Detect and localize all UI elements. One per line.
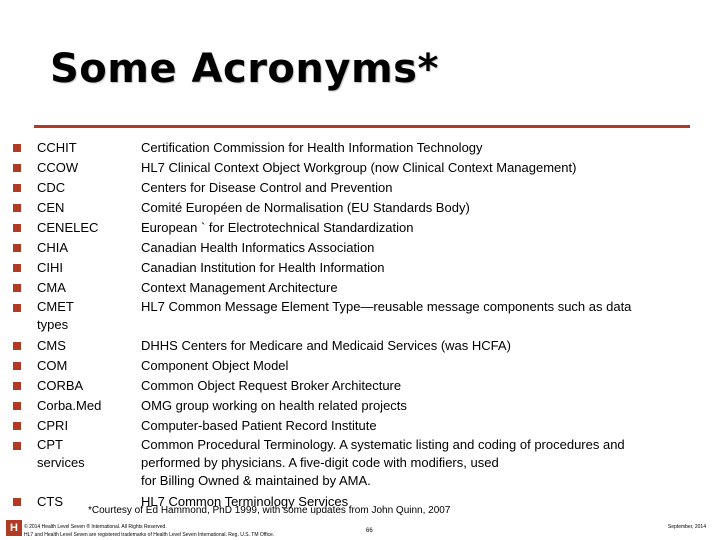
acronym-term: CENELEC — [37, 220, 99, 235]
footer-date: September, 2014 — [667, 524, 706, 530]
list-item — [12, 376, 712, 396]
footer-copyright: © 2014 Health Level Seven ® International. All Rights Reserved. — [24, 524, 167, 530]
acronym-definition: HL7 Clinical Context Object Workgroup (now Clinical Context Management) — [141, 160, 577, 175]
list-item — [12, 396, 712, 416]
square-bullet-icon — [13, 304, 21, 312]
list-item — [12, 258, 712, 278]
acronym-term: CMS — [37, 338, 66, 353]
acronym-definition: HL7 Common Message Element Type—reusable message components such as data — [141, 299, 632, 314]
square-bullet-icon — [13, 244, 21, 252]
square-bullet-icon — [13, 284, 21, 292]
square-bullet-icon — [13, 342, 21, 350]
acronym-definition: Canadian Institution for Health Information — [141, 260, 385, 275]
acronym-definition: DHHS Centers for Medicare and Medicaid Services (was HCFA) — [141, 338, 511, 353]
list-item — [12, 218, 712, 238]
acronym-definition: European ` for Electrotechnical Standardization — [141, 220, 414, 235]
acronym-term: CMA — [37, 280, 66, 295]
acronym-definition: Certification Commission for Health Information Technology — [141, 140, 483, 155]
square-bullet-icon — [13, 442, 21, 450]
square-bullet-icon — [13, 498, 21, 506]
square-bullet-icon — [13, 382, 21, 390]
square-bullet-icon — [13, 422, 21, 430]
courtesy-note: *Courtesy of Ed Hammond, PhD 1999, with some updates from John Quinn, 2007 — [88, 505, 451, 516]
acronym-definition: Common Procedural Terminology. A systematic listing and coding of procedures and performed by physicians. A five-digit code with modifiers, used for Billing Owned & maintained by AMA. — [141, 437, 625, 488]
square-bullet-icon — [13, 402, 21, 410]
list-item — [12, 138, 712, 158]
acronym-list — [12, 138, 712, 512]
list-item — [12, 356, 712, 376]
footer — [0, 518, 720, 540]
square-bullet-icon — [13, 164, 21, 172]
square-bullet-icon — [13, 184, 21, 192]
title-divider — [34, 125, 690, 128]
square-bullet-icon — [13, 362, 21, 370]
acronym-definition: Centers for Disease Control and Prevention — [141, 180, 393, 195]
acronym-term: CORBA — [37, 378, 84, 393]
list-item — [12, 158, 712, 178]
acronym-definition: Computer-based Patient Record Institute — [141, 418, 377, 433]
acronym-term: Corba.Med — [37, 398, 102, 413]
acronym-definition: HL7 Common Terminology Services — [141, 494, 349, 509]
list-item — [12, 198, 712, 218]
footer-trademark: HL7 and Health Level Seven are registered trademarks of Health Level Seven International. Reg. U.S. TM Office. — [24, 532, 275, 538]
acronym-term: CTS — [37, 494, 63, 509]
square-bullet-icon — [13, 264, 21, 272]
acronym-term: CCOW — [37, 160, 79, 175]
list-item — [12, 436, 712, 490]
square-bullet-icon — [13, 204, 21, 212]
list-item — [12, 416, 712, 436]
acronym-term: CCHIT — [37, 140, 77, 155]
page-title: Some Acronyms* — [50, 46, 439, 92]
hl7-logo: H — [6, 520, 22, 536]
acronym-definition: Canadian Health Informatics Association — [141, 240, 375, 255]
acronym-definition: Context Management Architecture — [141, 280, 338, 295]
acronym-term: CMET types — [37, 299, 74, 332]
list-item — [12, 336, 712, 356]
acronym-definition: Common Object Request Broker Architecture — [141, 378, 402, 393]
acronym-definition: OMG group working on health related projects — [141, 398, 407, 413]
acronym-term: COM — [37, 358, 68, 373]
list-item — [12, 278, 712, 298]
acronym-term: CHIA — [37, 240, 69, 255]
acronym-term: CEN — [37, 200, 65, 215]
square-bullet-icon — [13, 224, 21, 232]
acronym-term: CIHI — [37, 260, 63, 275]
acronym-definition: Comité Européen de Normalisation (EU Standards Body) — [141, 200, 470, 215]
acronym-term: CDC — [37, 180, 66, 195]
list-item — [12, 298, 712, 334]
list-item — [12, 178, 712, 198]
acronym-term: CPRI — [37, 418, 69, 433]
acronym-definition: Component Object Model — [141, 358, 289, 373]
page-number: 66 — [366, 528, 373, 534]
list-item — [12, 238, 712, 258]
square-bullet-icon — [13, 144, 21, 152]
acronym-term: CPT services — [37, 437, 85, 470]
